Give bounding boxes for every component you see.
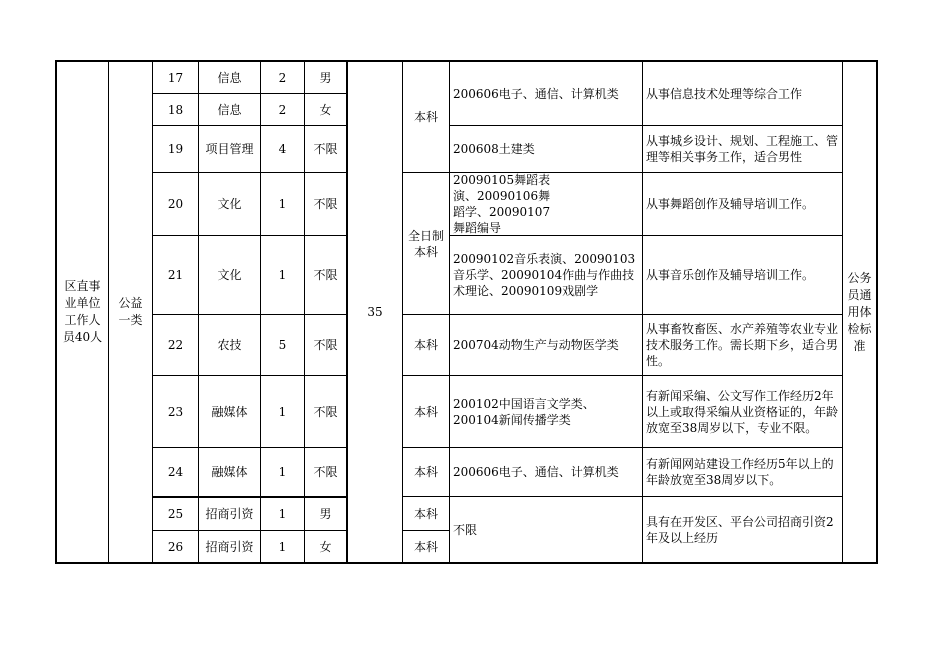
post-name-cell bbox=[199, 236, 260, 314]
duty-cell bbox=[643, 448, 842, 496]
hire-count: 1 bbox=[278, 465, 287, 479]
duty-cell bbox=[643, 315, 842, 375]
gender: 不限 bbox=[313, 465, 338, 479]
row-number: 24 bbox=[167, 465, 184, 479]
post-name: 招商引资 bbox=[205, 507, 254, 521]
duty-cell bbox=[643, 376, 842, 447]
major-text: 200606电子、通信、计算机类 bbox=[453, 465, 619, 479]
category-cell bbox=[109, 62, 152, 562]
edu-label: 本科 bbox=[413, 539, 438, 554]
hire-count-cell bbox=[261, 531, 304, 562]
row-number: 21 bbox=[167, 268, 184, 282]
edu-cell bbox=[403, 448, 449, 496]
post-name: 项目管理 bbox=[205, 142, 254, 156]
row-number: 25 bbox=[167, 507, 184, 521]
gender-cell bbox=[305, 315, 346, 375]
hire-count: 1 bbox=[278, 404, 287, 419]
post-name-cell bbox=[199, 498, 260, 530]
edu-cell bbox=[403, 315, 449, 375]
hire-count-cell bbox=[261, 315, 304, 375]
edu-label: 本科 bbox=[413, 338, 438, 352]
post-name: 农技 bbox=[217, 338, 242, 352]
edu-label: 本科 bbox=[413, 404, 438, 419]
edu-cell bbox=[403, 173, 449, 314]
edu-cell bbox=[403, 531, 449, 562]
major-cell bbox=[450, 62, 642, 125]
edu-label: 本科 bbox=[413, 506, 438, 521]
post-name-cell bbox=[199, 126, 260, 172]
row-number: 23 bbox=[167, 404, 184, 419]
gender: 不限 bbox=[313, 197, 338, 211]
hire-count: 5 bbox=[278, 338, 287, 352]
gender: 男 bbox=[319, 70, 332, 85]
row-number-cell bbox=[153, 94, 198, 125]
post-name-cell bbox=[199, 94, 260, 125]
gender-cell bbox=[305, 376, 346, 447]
row-number-cell bbox=[153, 126, 198, 172]
hire-count: 2 bbox=[278, 70, 287, 85]
major-text: 200102中国语言文学类、200104新闻传播学类 bbox=[453, 396, 595, 427]
physical-standard: 公务员通用体检标准 bbox=[847, 270, 872, 353]
row-number: 22 bbox=[167, 338, 184, 352]
hire-count: 1 bbox=[278, 539, 287, 554]
post-name-cell bbox=[199, 531, 260, 562]
hire-count-cell bbox=[261, 376, 304, 447]
row-number-cell bbox=[153, 376, 198, 447]
hire-count-cell bbox=[261, 236, 304, 314]
edu-label: 本科 bbox=[413, 110, 438, 124]
major-text: 20090105舞蹈表演、20090106舞蹈学、20090107舞蹈编导 bbox=[453, 173, 551, 235]
total-cell bbox=[348, 62, 402, 562]
gender: 不限 bbox=[313, 404, 338, 419]
row-number: 18 bbox=[167, 102, 184, 117]
major-cell bbox=[450, 236, 642, 314]
major-cell bbox=[450, 315, 642, 375]
row-number-cell bbox=[153, 62, 198, 93]
post-name-cell bbox=[199, 448, 260, 496]
row-number-cell bbox=[153, 498, 198, 530]
duty-text: 从事音乐创作及辅导培训工作。 bbox=[646, 268, 815, 282]
hire-count-cell bbox=[261, 126, 304, 172]
duty-cell bbox=[643, 126, 842, 172]
major-cell bbox=[450, 497, 642, 562]
gender-cell bbox=[305, 94, 346, 125]
duty-text: 从事畜牧畜医、水产养殖等农业专业技术服务工作。需长期下乡，适合男性。 bbox=[646, 322, 839, 368]
hire-count: 2 bbox=[278, 102, 287, 117]
gender: 不限 bbox=[313, 268, 338, 282]
recruitment-table bbox=[55, 60, 878, 564]
major-cell bbox=[450, 448, 642, 496]
hire-count-cell bbox=[261, 498, 304, 530]
major-text: 200704动物生产与动物医学类 bbox=[453, 338, 619, 352]
edu-label: 全日制本科 bbox=[407, 228, 444, 259]
edu-cell bbox=[403, 62, 449, 172]
gender-cell bbox=[305, 498, 346, 530]
post-name-cell bbox=[199, 315, 260, 375]
major-text: 200606电子、通信、计算机类 bbox=[453, 86, 619, 101]
unit-type-cell bbox=[57, 62, 108, 562]
duty-cell bbox=[643, 236, 842, 314]
physical-standard-cell bbox=[843, 62, 876, 562]
duty-cell bbox=[643, 497, 842, 562]
category: 公益一类 bbox=[118, 296, 143, 327]
hire-count: 1 bbox=[278, 507, 287, 521]
unit-type: 区直事业单位工作人员40人 bbox=[62, 279, 103, 344]
gender-cell bbox=[305, 236, 346, 314]
major-cell bbox=[450, 126, 642, 172]
edu-label: 本科 bbox=[413, 465, 438, 479]
duty-cell bbox=[643, 173, 842, 235]
post-name-cell bbox=[199, 62, 260, 93]
hire-count: 1 bbox=[278, 197, 287, 211]
gender-cell bbox=[305, 126, 346, 172]
post-name: 信息 bbox=[217, 102, 242, 117]
row-number-cell bbox=[153, 448, 198, 496]
gender-cell bbox=[305, 173, 346, 235]
hire-count: 1 bbox=[278, 268, 287, 282]
post-name: 融媒体 bbox=[211, 465, 248, 479]
edu-cell bbox=[403, 376, 449, 447]
duty-text: 有新闻网站建设工作经历5年以上的年龄放宽至38周岁以下。 bbox=[646, 457, 834, 487]
hire-count: 4 bbox=[278, 142, 287, 156]
duty-text: 从事城乡设计、规划、工程施工、管理等相关事务工作，适合男性 bbox=[646, 134, 839, 164]
duty-text: 从事信息技术处理等综合工作 bbox=[646, 86, 803, 101]
edu-cell bbox=[403, 497, 449, 530]
duty-text: 具有在开发区、平台公司招商引资2年及以上经历 bbox=[646, 514, 834, 545]
row-number-cell bbox=[153, 236, 198, 314]
major-text: 200608土建类 bbox=[453, 142, 535, 156]
gender-cell bbox=[305, 531, 346, 562]
major-text: 20090102音乐表演、20090103音乐学、20090104作曲与作曲技术理论、20090109戏剧学 bbox=[453, 252, 636, 298]
gender-cell bbox=[305, 448, 346, 496]
hire-count-cell bbox=[261, 94, 304, 125]
post-name: 融媒体 bbox=[211, 404, 248, 419]
post-name-cell bbox=[199, 376, 260, 447]
post-name-cell bbox=[199, 173, 260, 235]
gender-cell bbox=[305, 62, 346, 93]
gender: 不限 bbox=[313, 338, 338, 352]
hire-count-cell bbox=[261, 62, 304, 93]
hire-count-cell bbox=[261, 448, 304, 496]
gender: 不限 bbox=[313, 142, 338, 156]
row-number-cell bbox=[153, 315, 198, 375]
major-cell bbox=[450, 173, 642, 235]
hire-count-cell bbox=[261, 173, 304, 235]
post-name: 文化 bbox=[217, 268, 242, 282]
row-number-cell bbox=[153, 173, 198, 235]
post-name: 招商引资 bbox=[205, 539, 254, 554]
gender: 女 bbox=[319, 539, 332, 554]
duty-text: 有新闻采编、公文写作工作经历2年以上或取得采编从业资格证的，年龄放宽至38周岁以下，专业不限。 bbox=[646, 388, 839, 435]
total-count: 35 bbox=[367, 305, 383, 319]
major-cell bbox=[450, 376, 642, 447]
duty-text: 从事舞蹈创作及辅导培训工作。 bbox=[646, 197, 815, 211]
gender: 女 bbox=[319, 102, 332, 117]
row-number: 19 bbox=[167, 142, 184, 156]
post-name: 信息 bbox=[217, 70, 242, 85]
row-number: 17 bbox=[167, 70, 184, 85]
major-text: 不限 bbox=[453, 522, 478, 537]
row-number-cell bbox=[153, 531, 198, 562]
duty-cell bbox=[643, 62, 842, 125]
row-number: 20 bbox=[167, 197, 184, 211]
row-number: 26 bbox=[167, 539, 184, 554]
gender: 男 bbox=[319, 507, 332, 521]
post-name: 文化 bbox=[217, 197, 242, 211]
